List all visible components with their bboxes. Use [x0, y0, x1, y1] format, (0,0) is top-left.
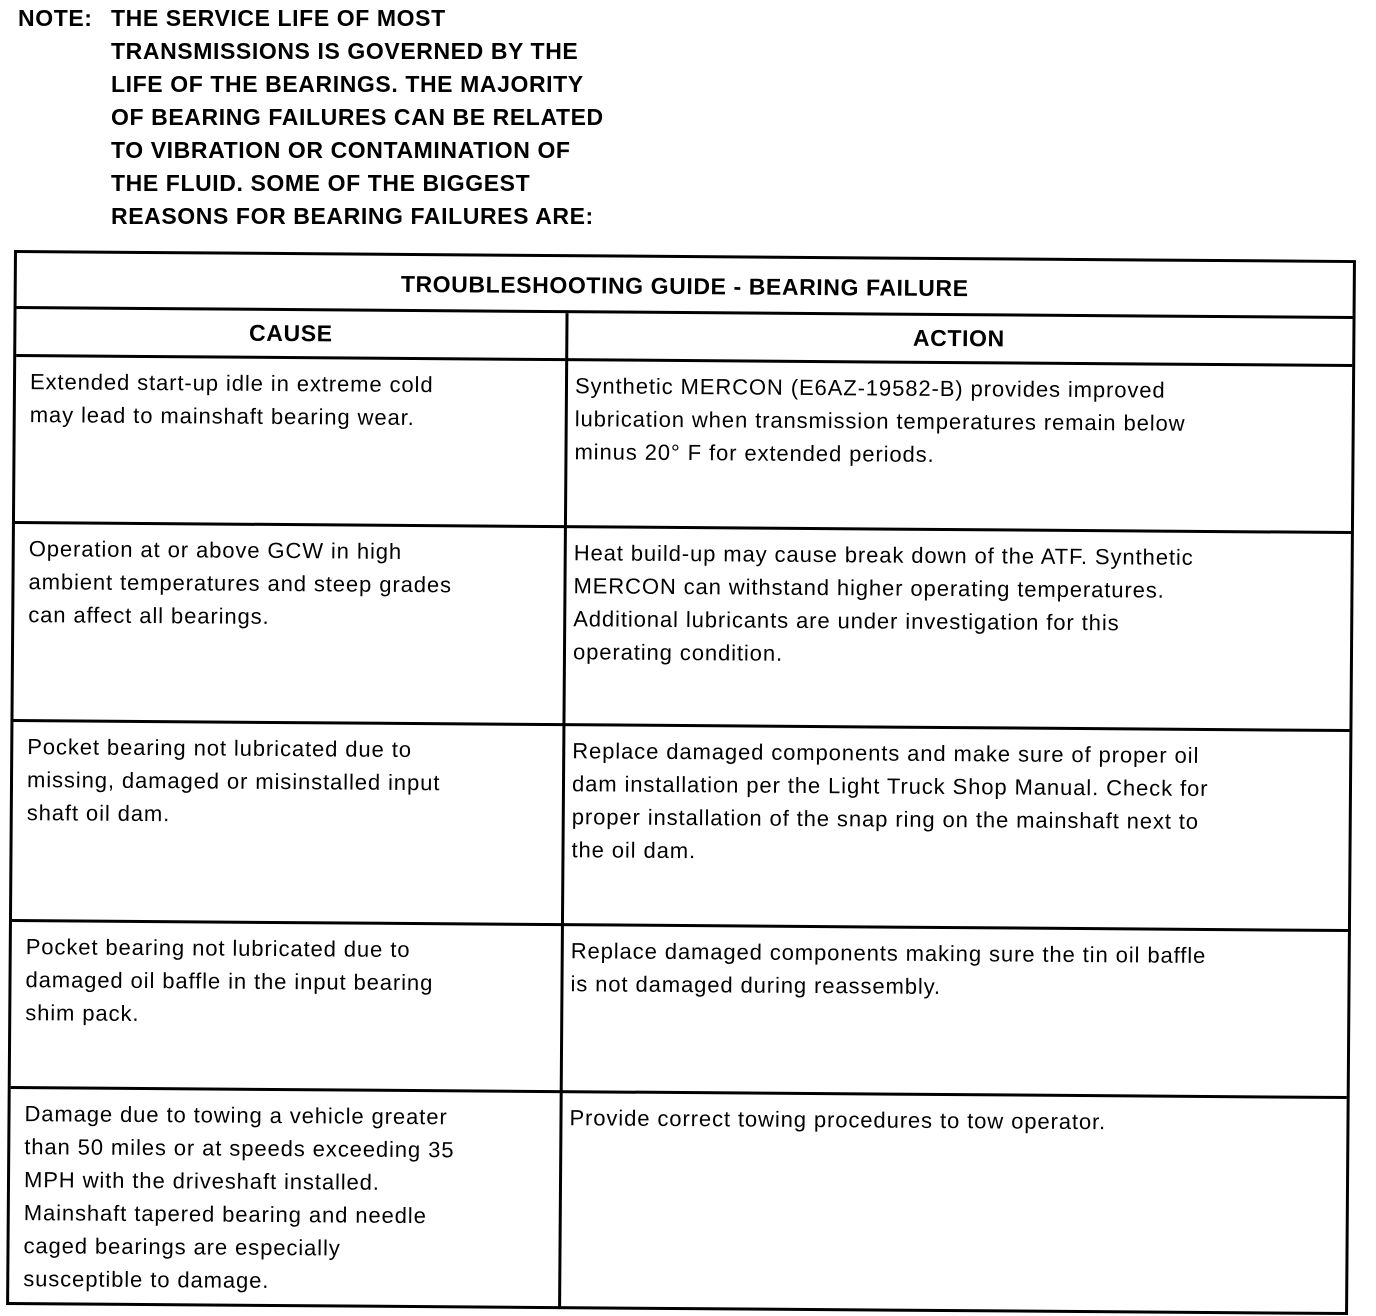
cause-cell: Operation at or above GCW in high ambient temperatures and steep grades can affect all bearings.	[28, 536, 453, 629]
action-cell: Replace damaged components making sure the tin oil baffle is not damaged during reassembly.	[570, 938, 1207, 999]
note-line: TO VIBRATION OR CONTAMINATION OF	[111, 137, 571, 163]
cause-cell: Damage due to towing a vehicle greater than 50 miles or at speeds exceeding 35 MPH with the driveshaft installed. Mainshaft tapered bearing and needle caged bearings are especially susceptible to damage.	[23, 1101, 455, 1293]
table-title: TROUBLESHOOTING GUIDE - BEARING FAILURE	[17, 253, 1353, 319]
note-line: REASONS FOR BEARING FAILURES ARE:	[111, 203, 594, 229]
table-row	[12, 722, 1349, 932]
action-cell: Synthetic MERCON (E6AZ-19582-B) provides improved lubrication when transmission temperatures remain below minus 20° F for extended periods.	[574, 373, 1186, 467]
table-row	[15, 357, 1352, 534]
note-line: THE FLUID. SOME OF THE BIGGEST	[111, 170, 531, 196]
action-cell: Replace damaged components and make sure of proper oil dam installation per the Light Truck Shop Manual. Check for proper installation of the snap ring on the mainshaft next to the oil dam.	[571, 738, 1209, 864]
note-line: THE SERVICE LIFE OF MOST	[111, 5, 446, 31]
note-text	[111, 2, 711, 233]
table-row	[13, 524, 1350, 732]
cause-cell: Pocket bearing not lubricated due to missing, damaged or misinstalled input shaft oil dam.	[26, 734, 441, 827]
action-column-header: ACTION	[565, 313, 1352, 367]
action-cell: Heat build-up may cause break down of the ATF. Synthetic MERCON can withstand higher operating temperatures. Additional lubricants are under investigation for this operating condition.	[572, 540, 1194, 666]
action-cell: Provide correct towing procedures to tow operator.	[569, 1105, 1107, 1135]
cause-column-header: CAUSE	[16, 309, 565, 361]
troubleshooting-table	[6, 250, 1356, 1315]
note-line: OF BEARING FAILURES CAN BE RELATED	[111, 104, 604, 130]
note-label: NOTE:	[18, 5, 93, 31]
table-row	[11, 922, 1348, 1099]
note-line: LIFE OF THE BEARINGS. THE MAJORITY	[111, 71, 584, 97]
cause-cell: Extended start-up idle in extreme cold may lead to mainshaft bearing wear.	[29, 369, 434, 431]
note-line: TRANSMISSIONS IS GOVERNED BY THE	[111, 38, 579, 64]
table-row	[9, 1089, 1347, 1312]
cause-cell: Pocket bearing not lubricated due to damaged oil baffle in the input bearing shim pack.	[25, 934, 434, 1026]
